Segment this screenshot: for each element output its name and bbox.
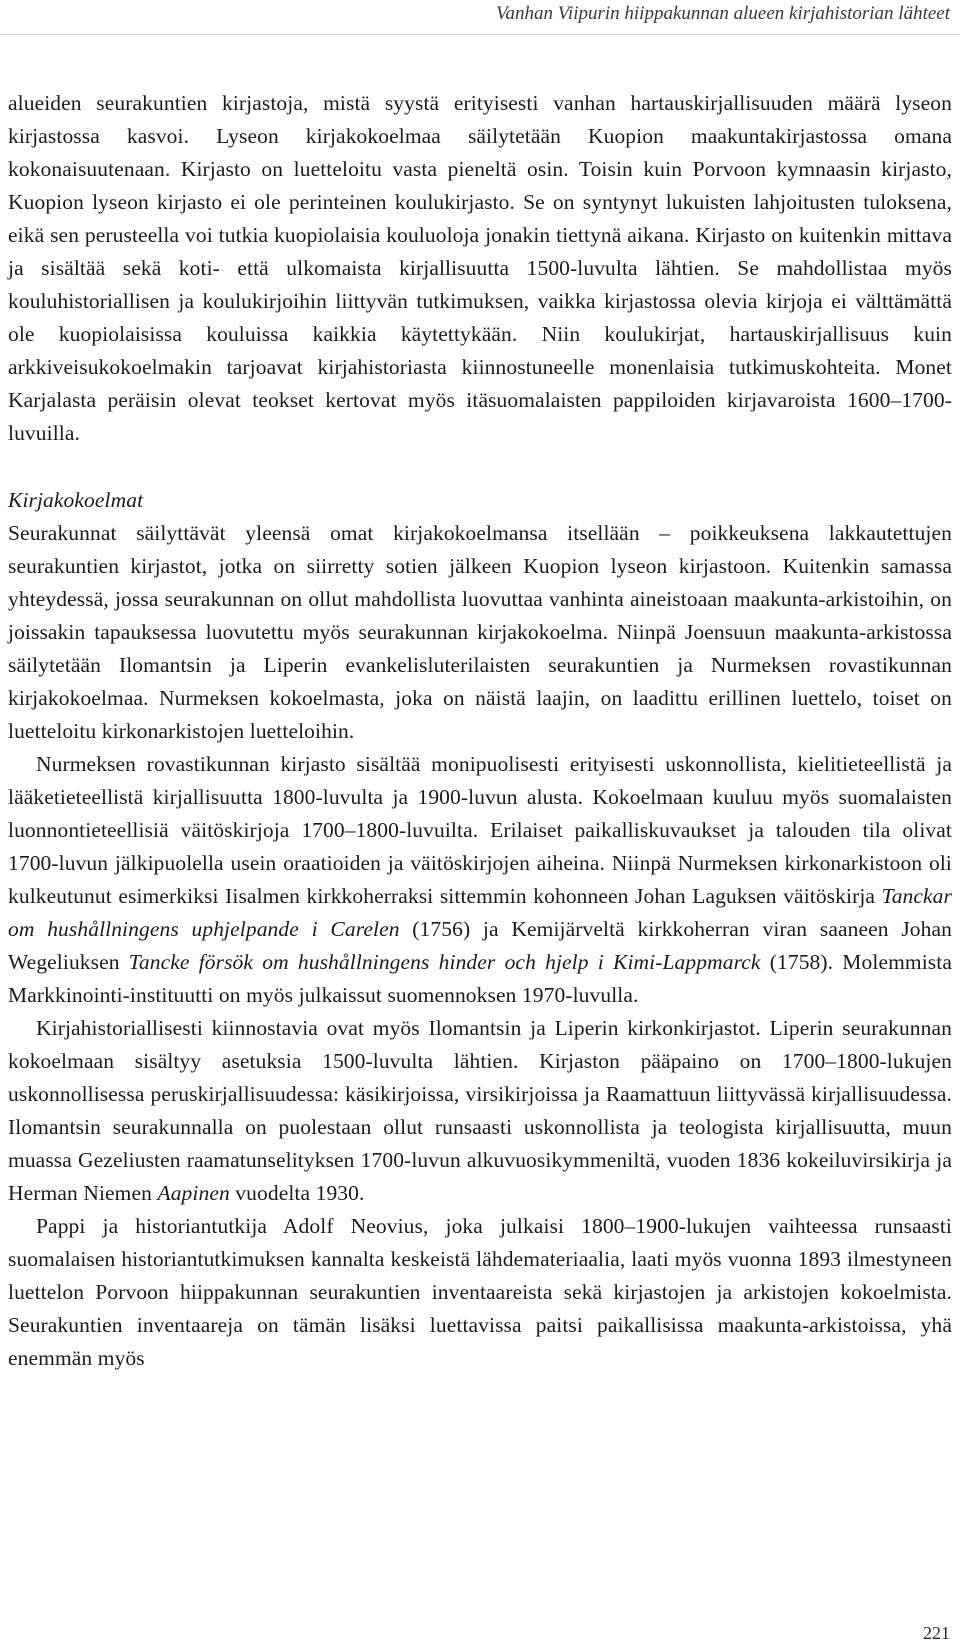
page-body bbox=[8, 87, 952, 1375]
paragraph-4-text-a: Kirjahistoriallisesti kiinnostavia ovat myös Ilomantsin ja Liperin kirkonkirjastot. Liperin seurakunnan kokoelmaan sisältyy asetuksia 1500-luvulta lähtien. Kirjaston pääpaino on 1700–1800-lukujen uskonnollisessa peruskirjallisuudessa: käsikirjoissa, virsikirjoissa ja Raamattuun liittyvässä kirjallisuudessa. Ilomantsin seurakunnalla on puolestaan ollut runsaasti uskonnollista ja teologista kirjallisuutta, muun muassa Gezeliusten raamatunselityksen 1700-luvun alkuvuosikymmeniltä, vuoden 1836 kokeiluvirsikirja ja Herman Niemen bbox=[8, 1016, 952, 1205]
paragraph-4-text-b: vuodelta 1930. bbox=[229, 1181, 365, 1205]
paragraph-3 bbox=[8, 748, 952, 1012]
book-title-wegelius: Tancke försök om hushållningens hinder och hjelp i Kimi-Lappmarck bbox=[128, 950, 761, 974]
paragraph-4 bbox=[8, 1012, 952, 1210]
book-title-lagus: Tanckar om hushållningens uphjelpande i Carelen bbox=[8, 884, 952, 941]
paragraph-3-text-c: (1758). Molemmista Markkinointi-instituutti on myös julkaissut suomennoksen 1970-luvulla. bbox=[8, 950, 952, 1007]
page-number: 221 bbox=[923, 1623, 950, 1643]
book-title-aapinen: Aapinen bbox=[157, 1181, 230, 1205]
page-header bbox=[0, 0, 960, 35]
paragraph-2: Seurakunnat säilyttävät yleensä omat kirjakokoelmansa itsellään – poikkeuksena lakkautettujen seurakuntien kirjastot, jotka on siirretty sotien jälkeen Kuopion lyseon kirjastoon. Kuitenkin samassa yhteydessä, jossa seurakunnan on ollut mahdollista luovuttaa vanhinta aineistoaan maakunta-arkistoihin, on joissakin tapauksessa luovutettu myös seurakunnan kirjakokoelma. Niinpä Joensuun maakunta-arkistossa säilytetään Ilomantsin ja Liperin evankelisluterilaisten seurakuntien ja Nurmeksen rovastikunnan kirjakokoelmaa. Nurmeksen kokoelmasta, joka on näistä laajin, on laadittu erillinen luettelo, toiset on luetteloitu kirkonarkistojen luetteloihin. bbox=[8, 521, 952, 743]
paragraph-1: alueiden seurakuntien kirjastoja, mistä syystä erityisesti vanhan hartauskirjallisuuden määrä lyseon kirjastossa kasvoi. Lyseon kirjakokoelmaa säilytetään Kuopion maakuntakirjastossa omana kokonaisuutenaan. Kirjasto on luetteloitu vasta pieneltä osin. Toisin kuin Porvoon kymnaasin kirjasto, Kuopion lyseon kirjasto ei ole perinteinen koulukirjasto. Se on syntynyt lukuisten lahjoitusten tuloksena, eikä sen perusteella voi tutkia kuopiolaisia kouluoloja jonakin tiettynä aikana. Kirjasto on kuitenkin mittava ja sisältää sekä koti- että ulkomaista kirjallisuutta 1500-luvulta lähtien. Se mahdollistaa myös kouluhistoriallisen ja koulukirjoihin liittyvän tutkimuksen, vaikka kirjastossa olevia kirjoja ei välttämättä ole kuopiolaisissa kouluissa kaikkia käytettykään. Niin koulukirjat, hartauskirjallisuus kuin arkkiveisukokoelmakin tarjoavat kirjahistoriasta kiinnostuneelle monenlaisia tutkimuskohteita. Monet Karjalasta peräisin olevat teokset kertovat myös itäsuomalaisten pappiloiden kirjavaroista 1600–1700-luvuilla. bbox=[8, 91, 952, 445]
section-heading-kirjakokoelmat: Kirjakokoelmat bbox=[8, 488, 144, 512]
paragraph-3-text-b: (1756) ja Kemijärveltä kirkkoherran viran saaneen Johan Wegeliuksen bbox=[8, 917, 952, 974]
paragraph-3-text-a: Nurmeksen rovastikunnan kirjasto sisältää monipuolisesti erityisesti uskonnollista, kielitieteellistä ja lääketieteellistä kirjallisuutta 1800-luvulta ja 1900-luvun alusta. Kokoelmaan kuuluu myös suomalaisten luonnontieteellisiä väitöskirjoja 1700–1800-luvuilta. Erilaiset paikalliskuvaukset ja talouden tila olivat 1700-luvun jälkipuolella usein oraatioiden ja väitöskirjojen aiheina. Niinpä Nurmeksen kirkonarkistoon oli kulkeutunut esimerkiksi Iisalmen kirkkoherraksi sittemmin kohonneen Johan Laguksen väitöskirja bbox=[8, 752, 952, 908]
running-title: Vanhan Viipurin hiippakunnan alueen kirjahistorian lähteet bbox=[495, 3, 950, 24]
paragraph-5: Pappi ja historiantutkija Adolf Neovius, joka julkaisi 1800–1900-lukujen vaihteessa runsaasti suomalaisen historiantutkimuksen kannalta keskeistä lähdemateriaalia, laati myös vuonna 1893 ilmestyneen luettelon Porvoon hiippakunnan seurakuntien inventaareista sekä kirjastojen ja arkistojen kokoelmista. Seurakuntien inventaareja on tämän lisäksi luettavissa paitsi paikallisissa maakunta-arkistoissa, yhä enemmän myös bbox=[8, 1214, 952, 1370]
